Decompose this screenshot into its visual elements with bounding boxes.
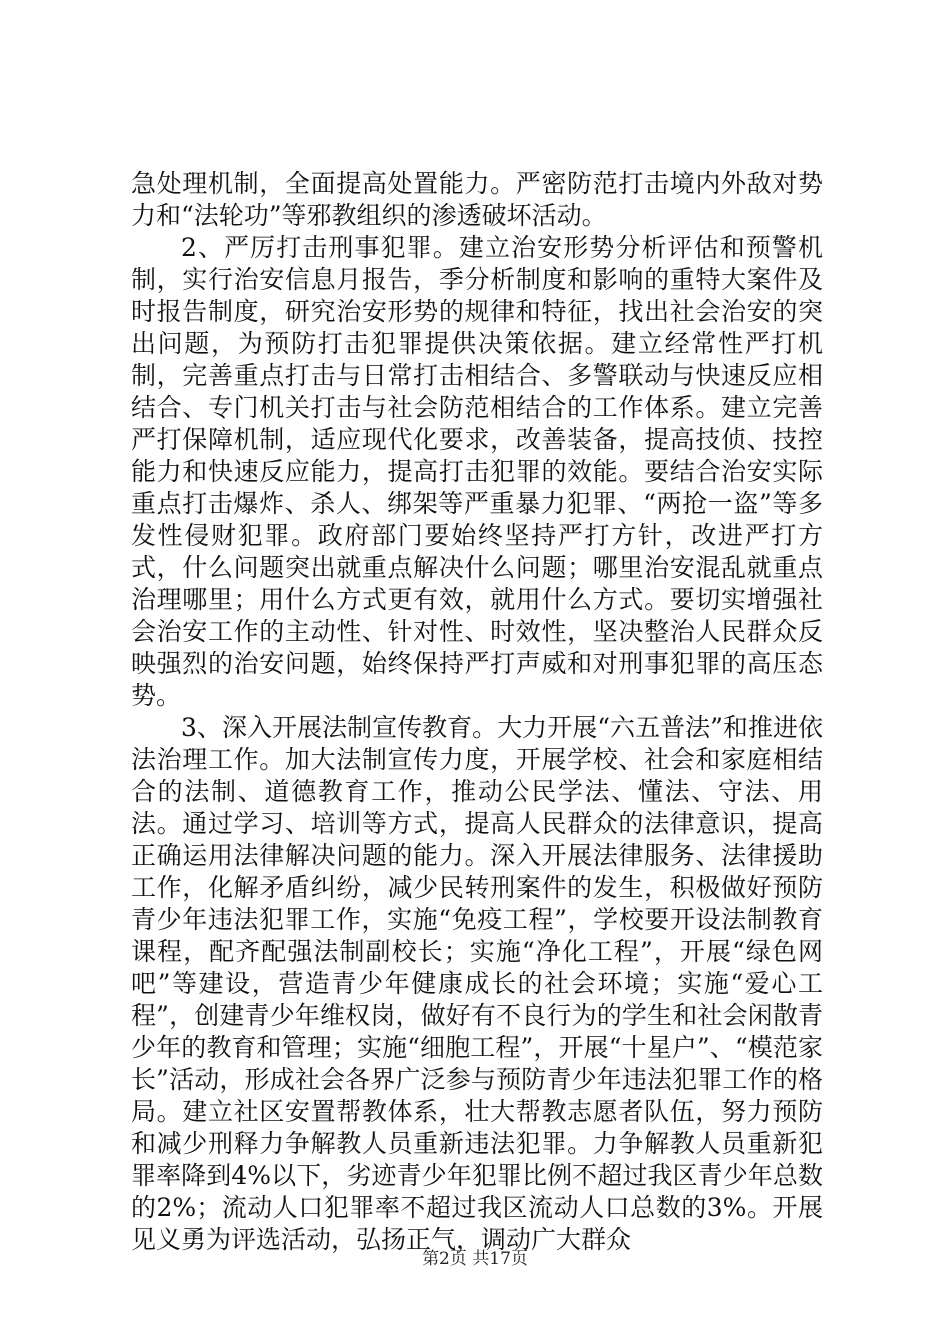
paragraph-3: 3、深入开展法制宣传教育。大力开展“六五普法”和推进依法治理工作。加大法制宣传力度，开展学校、社会和家庭相结合的法制、道德教育工作，推动公民学法、懂法、守法、用法。通过学习、培训等方式，提高人民群众的法律意识，提高正确运用法律解决问题的能力。深入开展法律服务、法律援助工作，化解矛盾纠纷，减少民转刑案件的发生，积极做好预防青少年违法犯罪工作，实施“免疫工程”，学校要开设法制教育课程，配齐配强法制副校长；实施“净化工程”，开展“绿色网吧”等建设，营造青少年健康成长的社会环境；实施“爱心工程”，创建青少年维权岗，做好有不良行为的学生和社会闲散青少年的教育和管理；实施“细胞工程”，开展“十星户”、“模范家长”活动，形成社会各界广泛参与预防青少年违法犯罪工作的格局。建立社区安置帮教体系，壮大帮教志愿者队伍，努力预防和减少刑释力争解教人员重新违法犯罪。力争解教人员重新犯罪率降到4%以下，劣迹青少年犯罪比例不超过我区青少年总数的2%；流动人口犯罪率不超过我区流动人口总数的3%。开展见义勇为评选活动，弘扬正气，调动广大群众 xyxy=(131,713,823,1254)
page-number-footer: 第2页 共17页 xyxy=(422,1249,528,1269)
paragraph-2: 2、严厉打击刑事犯罪。建立治安形势分析评估和预警机制，实行治安信息月报告，季分析制度和影响的重特大案件及时报告制度，研究治安形势的规律和特征，找出社会治安的突出问题，为预防打击犯罪提供决策依据。建立经常性严打机制，完善重点打击与日常打击相结合、多警联动与快速反应相结合、专门机关打击与社会防范相结合的工作体系。建立完善严打保障机制，适应现代化要求，改善装备，提高技侦、技控能力和快速反应能力，提高打击犯罪的效能。要结合治安实际重点打击爆炸、杀人、绑架等严重暴力犯罪、“两抢一盗”等多发性侵财犯罪。政府部门要始终坚持严打方针，改进严打方式，什么问题突出就重点解决什么问题；哪里治安混乱就重点治理哪里；用什么方式更有效，就用什么方式。要切实增强社会治安工作的主动性、针对性、时效性，坚决整治人民群众反映强烈的治安问题，始终保持严打声威和对刑事犯罪的高压态势。 xyxy=(131,233,823,710)
document-body xyxy=(131,168,823,1256)
paragraph-1: 急处理机制，全面提高处置能力。严密防范打击境内外敌对势力和“法轮功”等邪教组织的渗透破坏活动。 xyxy=(131,169,823,230)
